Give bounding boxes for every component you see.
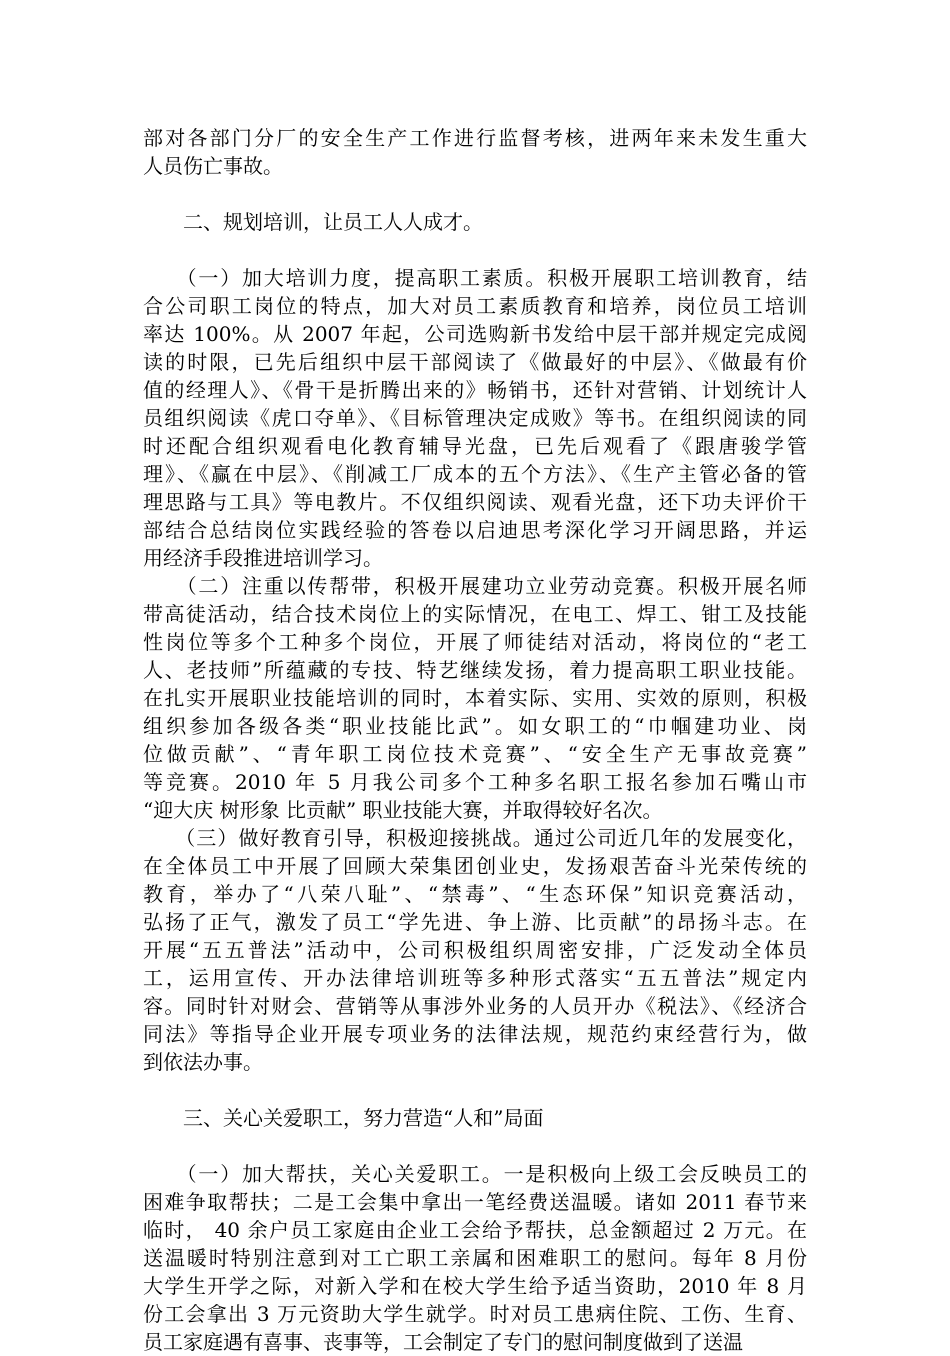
paragraph bbox=[143, 1160, 807, 1356]
text-line: 组织参加各级各类“职业技能比武”。如女职工的“巾帼建功业、岗 bbox=[143, 714, 807, 738]
text-line: 部结合总结岗位实践经验的答卷以启迪思考深化学习开阔思路，并运 bbox=[143, 518, 807, 542]
text-line: 开展“五五普法”活动中，公司积极组织周密安排，广泛发动全体员 bbox=[143, 938, 807, 962]
text-line: 用经济手段推进培训学习。 bbox=[143, 546, 383, 570]
paragraph-gap bbox=[143, 180, 807, 208]
text-line: 时还配合组织观看电化教育辅导光盘，已先后观看了《跟唐骏学管 bbox=[143, 434, 807, 458]
text-line: 在扎实开展职业技能培训的同时，本着实际、实用、实效的原则，积极 bbox=[143, 686, 807, 710]
text-line: 临时， 40 余户员工家庭由企业工会给予帮扶，总金额超过 2 万元。在 bbox=[143, 1218, 807, 1242]
text-line: 工，运用宣传、开办法律培训班等多种形式落实“五五普法”规定内 bbox=[143, 966, 807, 990]
paragraph-gap bbox=[143, 1076, 807, 1104]
text-line: 在全体员工中开展了回顾大荣集团创业史，发扬艰苦奋斗光荣传统的 bbox=[143, 854, 807, 878]
text-line: 送温暖时特别注意到对工亡职工亲属和困难职工的慰问。每年 8 月份 bbox=[143, 1246, 807, 1270]
text-line: 容。同时针对财会、营销等从事涉外业务的人员开办《税法》、《经济合 bbox=[143, 994, 807, 1018]
text-line: （三）做好教育引导，积极迎接挑战。通过公司近几年的发展变化， bbox=[143, 826, 807, 850]
paragraph-gap bbox=[143, 1132, 807, 1160]
text-line: 大学生开学之际，对新入学和在校大学生给予适当资助，2010 年 8 月 bbox=[143, 1274, 807, 1298]
text-line: 员组织阅读《虎口夺单》、《目标管理决定成败》等书。在组织阅读的同 bbox=[143, 406, 807, 430]
text-line: 位做贡献”、“青年职工岗位技术竞赛”、“安全生产无事故竞赛” bbox=[143, 742, 807, 766]
text-line: （一）加大培训力度，提高职工素质。积极开展职工培训教育，结 bbox=[143, 266, 807, 290]
text-line: 等竞赛。2010 年 5 月我公司多个工种多名职工报名参加石嘴山市 bbox=[143, 770, 807, 794]
text-line: 值的经理人》、《骨干是折腾出来的》畅销书，还针对营销、计划统计人 bbox=[143, 378, 807, 402]
text-line: 弘扬了正气，激发了员工“学先进、争上游、比贡献”的昂扬斗志。在 bbox=[143, 910, 807, 934]
text-line: 带高徒活动，结合技术岗位上的实际情况，在电工、焊工、钳工及技能 bbox=[143, 602, 807, 626]
text-line: （一）加大帮扶，关心关爱职工。一是积极向上级工会反映员工的 bbox=[143, 1162, 807, 1186]
paragraph bbox=[143, 264, 807, 572]
section-heading bbox=[143, 208, 807, 236]
text-line: 理》、《赢在中层》、《削减工厂成本的五个方法》、《生产主管必备的管 bbox=[143, 462, 807, 486]
text-line: 率达 100%。从 2007 年起，公司选购新书发给中层干部并规定完成阅 bbox=[143, 322, 807, 346]
text-line: （二）注重以传帮带，积极开展建功立业劳动竞赛。积极开展名师 bbox=[143, 574, 807, 598]
text-line: 人员伤亡事故。 bbox=[143, 154, 283, 178]
paragraph bbox=[143, 824, 807, 1076]
text-line: 合公司职工岗位的特点，加大对员工素质教育和培养，岗位员工培训 bbox=[143, 294, 807, 318]
text-line: 困难争取帮扶；二是工会集中拿出一笔经费送温暖。诸如 2011 春节来 bbox=[143, 1190, 807, 1214]
text-line: “迎大庆 树形象 比贡献” 职业技能大赛，并取得较好名次。 bbox=[143, 798, 663, 822]
text-line: 同法》等指导企业开展专项业务的法律法规，规范约束经营行为，做 bbox=[143, 1022, 807, 1046]
text-line: 三、关心关爱职工，努力营造“人和”局面 bbox=[143, 1106, 544, 1130]
text-line: 读的时限，已先后组织中层干部阅读了《做最好的中层》、《做最有价 bbox=[143, 350, 807, 374]
text-line: 二、规划培训，让员工人人成才。 bbox=[143, 210, 483, 234]
document-page bbox=[143, 124, 807, 1356]
section-heading bbox=[143, 1104, 807, 1132]
text-line: 部对各部门分厂的安全生产工作进行监督考核，进两年来未发生重大 bbox=[143, 126, 807, 150]
text-line: 性岗位等多个工种多个岗位，开展了师徒结对活动，将岗位的“老工 bbox=[143, 630, 807, 654]
text-line: 到依法办事。 bbox=[143, 1050, 263, 1074]
text-line: 员工家庭遇有喜事、丧事等，工会制定了专门的慰问制度做到了送温 bbox=[143, 1330, 743, 1354]
text-line: 份工会拿出 3 万元资助大学生就学。时对员工患病住院、工伤、生育、 bbox=[143, 1302, 807, 1326]
text-line: 教育，举办了“八荣八耻”、“禁毒”、“生态环保”知识竞赛活动， bbox=[143, 882, 807, 906]
paragraph bbox=[143, 572, 807, 824]
text-line: 人、老技师”所蕴藏的专技、特艺继续发扬，着力提高职工职业技能。 bbox=[143, 658, 807, 682]
paragraph-gap bbox=[143, 236, 807, 264]
text-line: 理思路与工具》等电教片。不仅组织阅读、观看光盘，还下功夫评价干 bbox=[143, 490, 807, 514]
paragraph bbox=[143, 124, 807, 180]
